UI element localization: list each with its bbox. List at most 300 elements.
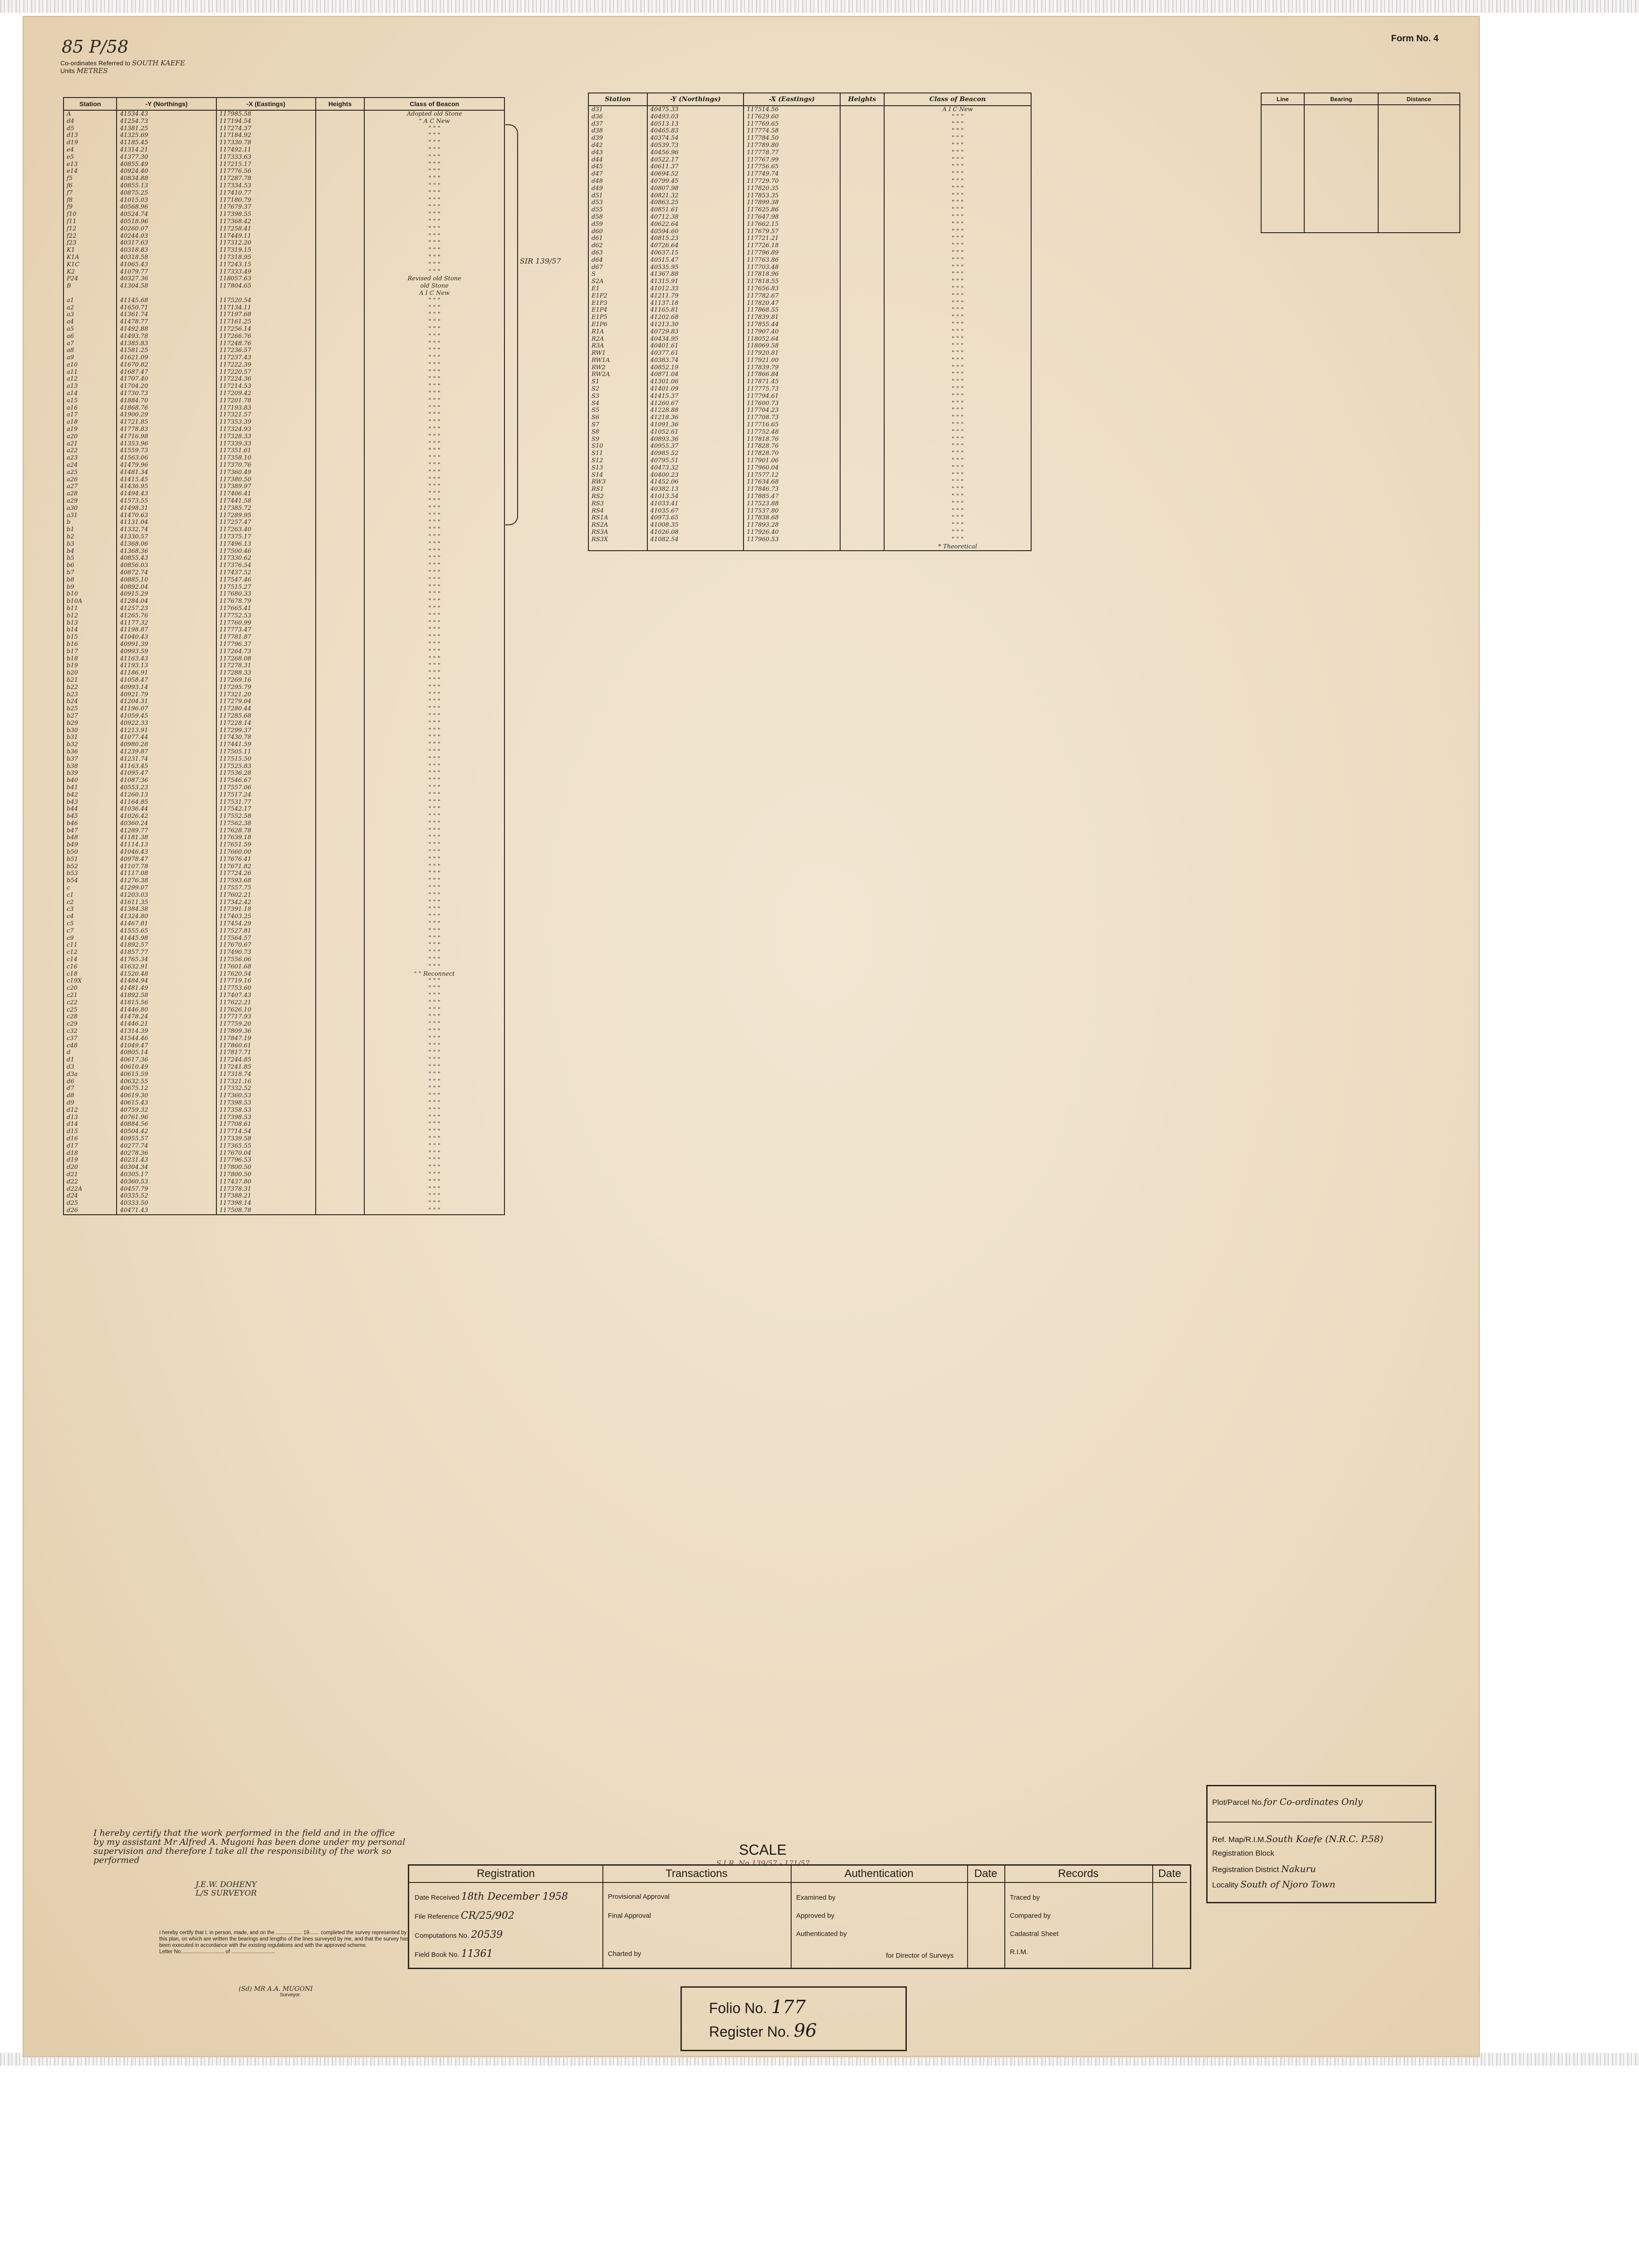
cell-class-of-beacon: " " " — [364, 963, 504, 971]
cell-eastings: 117749.74 — [744, 171, 840, 178]
table-row — [64, 763, 504, 770]
surveyor-sign-title: Surveyor. — [280, 1992, 301, 1998]
cell-heights — [840, 543, 884, 551]
table-row — [588, 321, 1031, 328]
lbd-cell — [1378, 105, 1460, 233]
cell-station: c3 — [64, 906, 117, 913]
cell-eastings: 117228.14 — [216, 720, 316, 727]
transactions-header: Transactions — [602, 1866, 791, 1883]
table-row — [588, 113, 1031, 121]
cell-heights — [316, 541, 364, 548]
cell-northings: 41368.36 — [117, 548, 216, 555]
cell-heights — [840, 508, 884, 515]
cell-station: a25 — [64, 469, 117, 476]
auth-date-header: Date — [967, 1866, 1004, 1883]
cell-heights — [840, 500, 884, 508]
date-received-value: 18th December 1958 — [461, 1891, 568, 1902]
cell-heights — [316, 763, 364, 770]
cell-class-of-beacon: " " " — [364, 132, 504, 139]
cell-eastings: 117318.74 — [216, 1071, 316, 1078]
cell-class-of-beacon: " " " — [884, 536, 1031, 543]
cell-northings: 41304.58 — [117, 283, 216, 290]
cell-eastings: 117256.14 — [216, 326, 316, 333]
table-row — [64, 1143, 504, 1150]
cell-heights — [316, 419, 364, 426]
surveyor-signature — [196, 1881, 257, 1898]
folio-label: Folio No. — [709, 2000, 768, 2016]
table-row — [64, 1021, 504, 1028]
cell-heights — [316, 376, 364, 383]
table-row — [588, 486, 1031, 493]
cell-northings: 40401.61 — [647, 342, 744, 350]
cell-class-of-beacon: " " " — [364, 877, 504, 885]
cell-northings: 41494.43 — [117, 490, 216, 498]
cell-northings: 41324.80 — [117, 913, 216, 920]
cell-heights — [316, 254, 364, 261]
cell-station: c18 — [64, 971, 117, 978]
cell-heights — [316, 168, 364, 175]
cell-class-of-beacon: " " " — [364, 397, 504, 405]
cell-northings: 41231.74 — [117, 756, 216, 763]
cell-heights — [316, 154, 364, 161]
cell-eastings: 117332.52 — [216, 1085, 316, 1092]
cell-eastings: 117184.92 — [216, 132, 316, 139]
table-row — [588, 407, 1031, 414]
cell-station: b38 — [64, 763, 117, 770]
cell-class-of-beacon: " " " — [364, 763, 504, 770]
cell-northings — [647, 543, 744, 551]
cell-class-of-beacon: " " " — [884, 271, 1031, 278]
cell-northings: 40382.13 — [647, 486, 744, 493]
table-row — [64, 1200, 504, 1207]
table-row — [64, 275, 504, 283]
table-row — [64, 562, 504, 569]
cell-northings: 40568.96 — [117, 204, 216, 211]
table-row — [64, 720, 504, 727]
cell-class-of-beacon: " " " — [884, 264, 1031, 271]
cell-heights — [316, 1143, 364, 1150]
cell-eastings: 117360.53 — [216, 1092, 316, 1100]
cell-station: e4 — [64, 147, 117, 154]
cell-station: a7 — [64, 340, 117, 347]
table-row — [64, 949, 504, 956]
cell-eastings: 117593.68 — [216, 877, 316, 885]
cell-station: a6 — [64, 333, 117, 340]
table-row — [64, 777, 504, 784]
table-row — [64, 662, 504, 670]
cell-station: d24 — [64, 1193, 117, 1200]
cell-class-of-beacon: " " " — [884, 514, 1031, 522]
cell-station: f12 — [64, 225, 117, 233]
cell-class-of-beacon: " " " — [364, 756, 504, 763]
cell-station: d1 — [64, 1056, 117, 1064]
cell-class-of-beacon: " " " — [364, 1193, 504, 1200]
table-row — [64, 1207, 504, 1215]
field-book — [415, 1948, 493, 1960]
cell-northings: 41137.18 — [647, 300, 744, 307]
cell-station: S5 — [588, 407, 647, 414]
cell-northings: 41492.88 — [117, 326, 216, 333]
cell-northings: 41026.08 — [647, 529, 744, 536]
cell-eastings: 117508.78 — [216, 1207, 316, 1215]
column-header-eastings: -X (Eastings) — [744, 93, 840, 106]
cell-heights — [316, 483, 364, 490]
cell-northings: 41721.85 — [117, 419, 216, 426]
cell-northings: 40522.17 — [647, 156, 744, 164]
cell-heights — [840, 221, 884, 228]
cell-station: a18 — [64, 419, 117, 426]
cell-eastings: 117562.38 — [216, 820, 316, 827]
table-row — [64, 426, 504, 433]
cell-northings: 41687.47 — [117, 369, 216, 376]
cell-class-of-beacon: " " " — [884, 357, 1031, 364]
cell-class-of-beacon: " " " — [364, 147, 504, 154]
cell-northings: 40821.32 — [647, 192, 744, 200]
cell-station: b32 — [64, 741, 117, 748]
cell-station: b17 — [64, 648, 117, 655]
cell-station: f6 — [64, 182, 117, 190]
cell-class-of-beacon: " " " — [884, 500, 1031, 508]
table-row — [588, 206, 1031, 214]
cell-heights — [316, 605, 364, 612]
cell-station: d45 — [588, 163, 647, 171]
cell-station: b22 — [64, 684, 117, 691]
cell-northings: 40594.60 — [647, 228, 744, 235]
cell-northings: 40471.43 — [117, 1207, 216, 1215]
transactions-column — [602, 1866, 792, 1968]
cell-heights — [316, 1049, 364, 1056]
table-row — [64, 971, 504, 978]
cell-northings: 40457.79 — [117, 1186, 216, 1193]
table-row — [64, 376, 504, 383]
cell-station: b14 — [64, 626, 117, 634]
cell-northings: 40333.50 — [117, 1200, 216, 1207]
cell-heights — [316, 340, 364, 347]
authenticated-by: Authenticated by — [796, 1930, 847, 1938]
coord-ref-value: SOUTH KAEFE — [132, 59, 185, 67]
table-row — [64, 1042, 504, 1050]
cell-heights — [316, 110, 364, 118]
field-book-value: 11361 — [461, 1948, 493, 1960]
cell-station: a4 — [64, 318, 117, 326]
cell-northings: 40535.95 — [647, 264, 744, 271]
cell-northings: 41559.73 — [117, 447, 216, 455]
cell-northings: 41470.63 — [117, 512, 216, 519]
cell-eastings: 117437.80 — [216, 1178, 316, 1186]
cell-heights — [840, 421, 884, 429]
cell-heights — [316, 304, 364, 312]
cell-northings: 41213.30 — [647, 321, 744, 328]
table-row — [64, 1056, 504, 1064]
table-row — [588, 500, 1031, 508]
cell-eastings: 117809.36 — [216, 1028, 316, 1035]
cell-heights — [316, 283, 364, 290]
cell-northings: 41202.68 — [647, 314, 744, 321]
cell-station: d67 — [588, 264, 647, 271]
cell-heights — [840, 342, 884, 350]
cell-station: K2 — [64, 269, 117, 276]
cell-northings: 41381.25 — [117, 125, 216, 132]
signer-title: L/S SURVEYOR — [196, 1889, 257, 1898]
cell-class-of-beacon: " " " — [364, 720, 504, 727]
cell-class-of-beacon: " " " — [884, 156, 1031, 164]
cell-northings: 41181.38 — [117, 834, 216, 841]
cell-eastings: 117629.60 — [744, 113, 840, 121]
cell-station: d12 — [64, 1107, 117, 1114]
cell-northings: 41301.06 — [647, 378, 744, 386]
cell-class-of-beacon: " " " — [364, 426, 504, 433]
cell-heights — [316, 1100, 364, 1107]
charted-by: Charted by — [608, 1950, 641, 1958]
surveyor-sign: (Sd) MR A.A. MUGONI — [239, 1985, 313, 1993]
column-header-heights: Heights — [840, 93, 884, 106]
cell-station: a19 — [64, 426, 117, 433]
cell-northings: 41868.76 — [117, 405, 216, 412]
table-row — [588, 249, 1031, 257]
cell-eastings: 117380.50 — [216, 476, 316, 484]
cell-class-of-beacon: " " " — [364, 139, 504, 147]
cell-heights — [316, 469, 364, 476]
cell-class-of-beacon: " " " — [364, 1178, 504, 1186]
cell-class-of-beacon: " " " — [364, 841, 504, 849]
plot-divider — [1208, 1822, 1432, 1823]
cell-station: b30 — [64, 727, 117, 734]
cell-station: d26 — [64, 1207, 117, 1215]
table-row — [64, 626, 504, 634]
cell-northings: 40855.13 — [117, 182, 216, 190]
cell-northings: 40318.83 — [117, 247, 216, 254]
cell-eastings: 117752.48 — [744, 429, 840, 436]
cell-heights — [316, 655, 364, 663]
cell-northings: 41087.36 — [117, 777, 216, 784]
cell-eastings: 117295.79 — [216, 684, 316, 691]
date-received — [415, 1891, 568, 1902]
cell-eastings: 117258.41 — [216, 225, 316, 233]
cell-heights — [316, 634, 364, 641]
cell-class-of-beacon: " " " — [364, 1021, 504, 1028]
cell-heights — [316, 956, 364, 963]
cell-eastings: 117339.33 — [216, 440, 316, 448]
cell-northings: 40807.98 — [647, 185, 744, 192]
cell-eastings: 117846.73 — [744, 486, 840, 493]
scale-label: SCALE — [739, 1842, 787, 1858]
units-label: Units — [60, 67, 75, 74]
cell-northings: 41049.47 — [117, 1042, 216, 1050]
cell-northings: 41228.88 — [647, 407, 744, 414]
cell-eastings — [744, 543, 840, 551]
cell-station: c14 — [64, 956, 117, 963]
column-header-station: Station — [588, 93, 647, 106]
cell-northings: 40610.49 — [117, 1064, 216, 1071]
cell-heights — [316, 211, 364, 218]
cell-heights — [316, 612, 364, 620]
cell-class-of-beacon: " " " — [364, 906, 504, 913]
table-row — [64, 827, 504, 835]
cell-northings: 41484.94 — [117, 978, 216, 985]
cell-northings: 41260.13 — [117, 792, 216, 799]
cell-class-of-beacon: " " " — [364, 956, 504, 963]
cell-eastings: 117398.53 — [216, 1100, 316, 1107]
table-row — [64, 1028, 504, 1035]
table-row — [64, 548, 504, 555]
cell-eastings: 117333.63 — [216, 154, 316, 161]
cell-station: b19 — [64, 662, 117, 670]
table-row — [588, 121, 1031, 128]
cell-class-of-beacon: " " " — [364, 863, 504, 870]
table-row — [588, 443, 1031, 450]
cell-eastings: 117774.58 — [744, 127, 840, 135]
cell-station: d39 — [588, 135, 647, 142]
cell-heights — [316, 1042, 364, 1050]
cell-station: b20 — [64, 670, 117, 677]
cell-northings: 40615.43 — [117, 1100, 216, 1107]
cell-heights — [316, 756, 364, 763]
cell-station: b47 — [64, 827, 117, 835]
cell-station: d25 — [64, 1200, 117, 1207]
cell-eastings: 117789.80 — [744, 142, 840, 149]
cell-class-of-beacon: " " " — [884, 393, 1031, 400]
cell-station: S2 — [588, 386, 647, 393]
cell-heights — [840, 407, 884, 414]
cell-eastings: 117671.82 — [216, 863, 316, 870]
cell-eastings: 117679.57 — [744, 228, 840, 235]
cell-eastings: 117523.88 — [744, 500, 840, 508]
cell-station: c9 — [64, 935, 117, 942]
cell-class-of-beacon: " " " — [364, 261, 504, 269]
cell-northings: 40493.03 — [647, 113, 744, 121]
cell-station: b24 — [64, 698, 117, 705]
cell-northings: 41415.45 — [117, 476, 216, 484]
cell-eastings: 117717.93 — [216, 1013, 316, 1021]
cell-eastings: 117378.31 — [216, 1186, 316, 1193]
cell-class-of-beacon: " " " — [364, 705, 504, 713]
cell-eastings: 117525.83 — [216, 763, 316, 770]
table-row — [64, 204, 504, 211]
cell-station: E1P5 — [588, 314, 647, 321]
cell-heights — [316, 949, 364, 956]
cell-heights — [316, 698, 364, 705]
district-label: Registration District — [1212, 1865, 1279, 1874]
cell-station: c29 — [64, 1021, 117, 1028]
cell-heights — [316, 1128, 364, 1135]
cell-eastings: 117520.54 — [216, 297, 316, 304]
cell-eastings: 117628.78 — [216, 827, 316, 835]
table-row — [64, 333, 504, 340]
table-row — [64, 297, 504, 304]
cell-class-of-beacon: " " " — [364, 1164, 504, 1171]
cell-heights — [316, 620, 364, 627]
computations — [415, 1929, 503, 1941]
cell-eastings: 117330.78 — [216, 139, 316, 147]
cell-station: b6 — [64, 562, 117, 569]
cell-heights — [840, 450, 884, 457]
column-header-northings: -Y (Northings) — [117, 98, 216, 110]
cell-class-of-beacon: Adopted old Stone — [364, 110, 504, 118]
cell-northings: 40892.04 — [117, 584, 216, 591]
cell-class-of-beacon: " " " — [364, 806, 504, 813]
cell-eastings: 117818.96 — [744, 271, 840, 278]
registration-column — [409, 1866, 603, 1968]
cell-station: d37 — [588, 121, 647, 128]
cell-heights — [316, 498, 364, 505]
form-number: Form No. 4 — [1391, 34, 1438, 44]
cell-station: d14 — [64, 1121, 117, 1128]
cell-eastings: 117220.57 — [216, 369, 316, 376]
cell-station: b10A — [64, 598, 117, 605]
cell-heights — [316, 405, 364, 412]
cell-station: b9 — [64, 584, 117, 591]
cell-station: A — [64, 110, 117, 118]
cell-heights — [316, 275, 364, 283]
cell-heights — [316, 591, 364, 598]
cell-eastings: 117368.42 — [216, 218, 316, 225]
cell-heights — [316, 827, 364, 835]
cell-class-of-beacon: " " " — [364, 1071, 504, 1078]
cell-station: d5 — [64, 125, 117, 132]
cell-station: c11 — [64, 942, 117, 949]
cell-station: b15 — [64, 634, 117, 641]
cell-class-of-beacon: " " " — [884, 135, 1031, 142]
cell-eastings: 117248.76 — [216, 340, 316, 347]
cell-station: d15 — [64, 1128, 117, 1135]
cell-heights — [316, 318, 364, 326]
cell-northings: 41203.03 — [117, 892, 216, 899]
cell-northings: 41478.77 — [117, 318, 216, 326]
cell-heights — [316, 834, 364, 841]
cell-station: P24 — [64, 275, 117, 283]
cell-class-of-beacon: " " " — [364, 440, 504, 448]
cell-station — [64, 290, 117, 297]
cell-northings: 40515.47 — [647, 257, 744, 264]
cell-northings: 41368.06 — [117, 541, 216, 548]
ref-map — [1212, 1833, 1383, 1844]
cell-northings: 41040.43 — [117, 634, 216, 641]
cell-station: d64 — [588, 257, 647, 264]
examined-by: Examined by — [796, 1894, 836, 1901]
table-row — [588, 285, 1031, 293]
cell-heights — [316, 369, 364, 376]
cell-heights — [316, 182, 364, 190]
cell-eastings: 117527.81 — [216, 928, 316, 935]
table-row — [64, 1064, 504, 1071]
cell-northings: 41520.48 — [117, 971, 216, 978]
cell-class-of-beacon: " " " — [884, 328, 1031, 336]
cell-class-of-beacon: " " " — [884, 214, 1031, 221]
cell-station: d17 — [64, 1143, 117, 1150]
cell-class-of-beacon: " " " — [884, 228, 1031, 235]
lbd-header-line: Line — [1261, 93, 1304, 105]
cell-northings: 40759.32 — [117, 1107, 216, 1114]
cell-heights — [316, 705, 364, 713]
cell-northings: 40884.56 — [117, 1121, 216, 1128]
cell-class-of-beacon: " " " — [364, 913, 504, 920]
table-row — [64, 705, 504, 713]
cell-station: d61 — [588, 235, 647, 242]
cell-heights — [316, 447, 364, 455]
cell-class-of-beacon: " " " — [884, 421, 1031, 429]
cell-eastings: 117660.00 — [216, 849, 316, 856]
table-row — [64, 605, 504, 612]
table-row — [588, 257, 1031, 264]
cell-heights — [316, 971, 364, 978]
cell-class-of-beacon: " " " — [364, 225, 504, 233]
cell-class-of-beacon: " " " — [364, 662, 504, 670]
cell-eastings: 117704.23 — [744, 407, 840, 414]
cell-station: d44 — [588, 156, 647, 164]
cell-eastings: 117670.04 — [216, 1150, 316, 1157]
cell-northings: 41581.25 — [117, 347, 216, 354]
cell-eastings: 117449.11 — [216, 233, 316, 240]
